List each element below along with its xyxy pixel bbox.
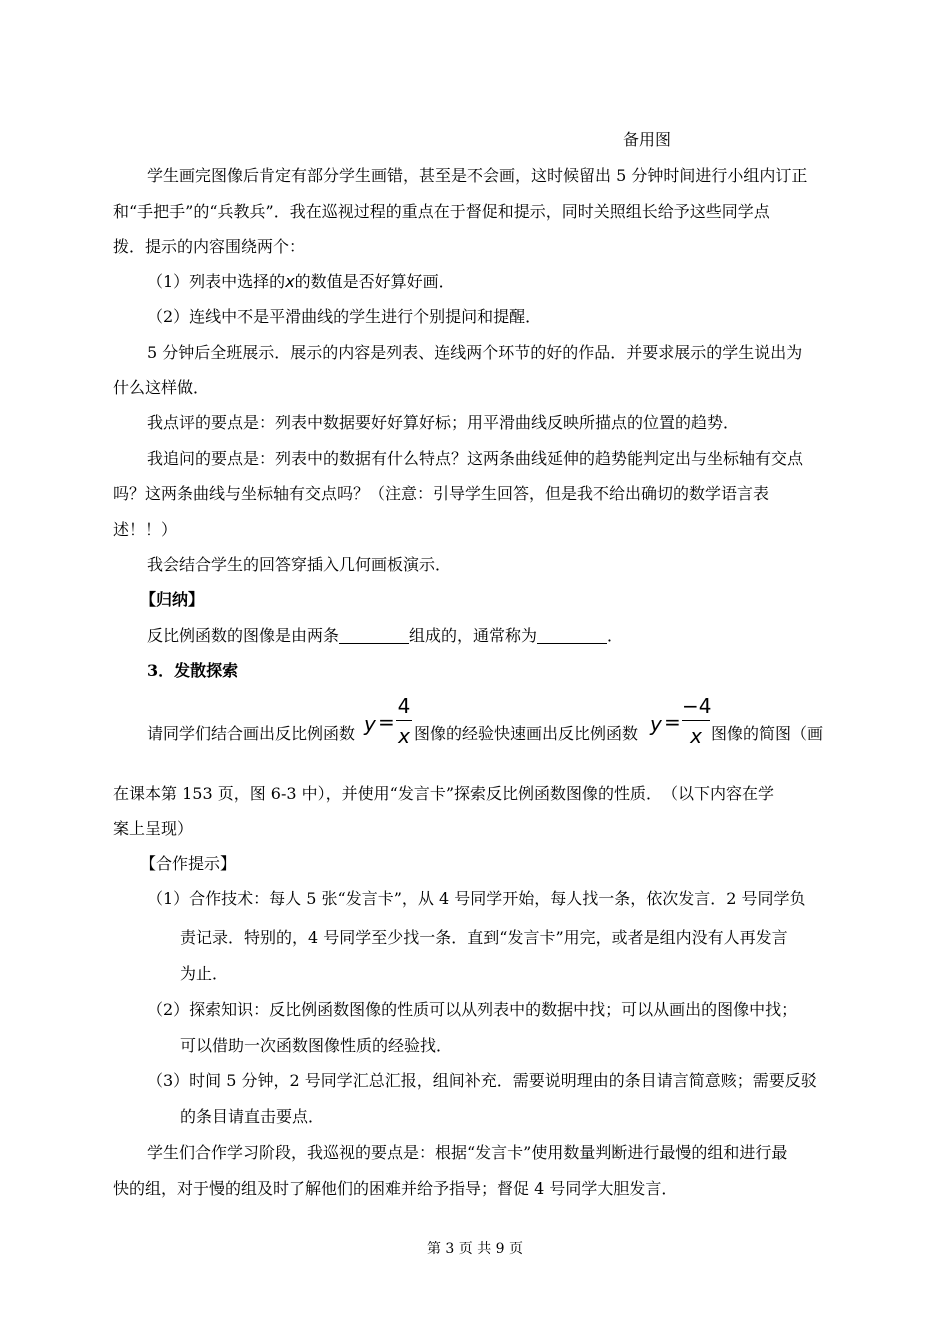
paragraph-1-line-2: 和“手把手”的“兵教兵”．我在巡视过程的重点在于督促和提示，同时关照组长给予这些同学点 bbox=[113, 202, 770, 221]
formula-2-y: y bbox=[650, 712, 662, 736]
hint-item-2: （2）连线中不是平滑曲线的学生进行个别提问和提醒． bbox=[147, 307, 542, 326]
paragraph-7-line-2: 快的组，对于慢的组及时了解他们的困难并给予指导；督促 4 号同学大胆发言． bbox=[113, 1179, 678, 1198]
section-3-heading: 3．发散探索 bbox=[147, 661, 239, 680]
formula-1-denominator: x bbox=[398, 724, 410, 748]
page-footer: 第 3 页 共 9 页 bbox=[426, 1241, 524, 1257]
coop-item-3-line-2: 的条目请直击要点． bbox=[180, 1107, 325, 1126]
summary-part-c: ． bbox=[607, 626, 624, 645]
paragraph-2-line-2: 什么这样做． bbox=[113, 378, 210, 397]
coop-item-2-line-1: （2）探索知识：反比例函数图像的性质可以从列表中的数据中找；可以从画出的图像中找； bbox=[147, 1000, 798, 1019]
paragraph-4-line-1: 我追问的要点是：列表中的数据有什么特点？这两条曲线延伸的趋势能判定出与坐标轴有交点 bbox=[147, 449, 804, 468]
formula-y-equals-minus-4-over-x bbox=[650, 694, 714, 748]
paragraph-4-line-2: 吗？这两条曲线与坐标轴有交点吗？（注意：引导学生回答，但是我不给出确切的数学语言表 bbox=[113, 484, 770, 503]
hint-item-1 bbox=[147, 271, 455, 293]
formula-2-equals: = bbox=[664, 710, 681, 734]
formula-2-numerator: −4 bbox=[682, 694, 712, 718]
paragraph-6-line-3: 案上呈现） bbox=[113, 819, 194, 838]
paragraph-7-line-1: 学生们合作学习阶段，我巡视的要点是：根据“发言卡”使用数量判断进行最慢的组和进行最 bbox=[147, 1143, 788, 1162]
coop-item-1-line-2: 责记录．特别的，4 号同学至少找一条．直到“发言卡”用完，或者是组内没有人再发言 bbox=[180, 928, 788, 947]
coop-item-3-line-1: （3）时间 5 分钟，2 号同学汇总汇报，组间补充．需要说明理由的条目请言简意赅；需要反驳 bbox=[147, 1071, 817, 1090]
variable-x: x bbox=[285, 272, 295, 291]
formula-1-fraction-bar bbox=[396, 720, 412, 721]
formula-2-denominator: x bbox=[690, 724, 702, 748]
paragraph-6-part-b: 图像的经验快速画出反比例函数 bbox=[414, 724, 639, 743]
paragraph-2-line-1: 5 分钟后全班展示．展示的内容是列表、连线两个环节的好的作品．并要求展示的学生说出为 bbox=[147, 343, 803, 362]
formula-1-numerator: 4 bbox=[397, 694, 411, 718]
formula-1-y: y bbox=[364, 712, 376, 736]
coop-item-1-line-3: 为止． bbox=[180, 964, 229, 983]
coop-item-2-line-2: 可以借助一次函数图像性质的经验找． bbox=[180, 1036, 453, 1055]
cooperation-heading: 【合作提示】 bbox=[140, 854, 237, 873]
paragraph-4-line-3: 述！！） bbox=[113, 520, 178, 539]
fill-blank-1[interactable] bbox=[339, 627, 409, 644]
paragraph-6-part-c: 图像的简图（画 bbox=[711, 724, 824, 743]
summary-part-b: 组成的，通常称为 bbox=[409, 626, 538, 645]
paragraph-6-part-a: 请同学们结合画出反比例函数 bbox=[147, 724, 356, 743]
hint-item-1-pre: （1）列表中选择的 bbox=[147, 272, 286, 291]
paragraph-1-line-1: 学生画完图像后肯定有部分学生画错，甚至是不会画，这时候留出 5 分钟时间进行小组内订正 bbox=[147, 166, 808, 185]
formula-1-equals: = bbox=[378, 710, 395, 734]
summary-heading: 【归纳】 bbox=[140, 590, 205, 609]
summary-sentence bbox=[147, 625, 623, 647]
paragraph-1-line-3: 拨．提示的内容围绕两个： bbox=[113, 237, 306, 256]
hint-item-1-post: 的数值是否好算好画． bbox=[294, 272, 455, 291]
paragraph-5: 我会结合学生的回答穿插入几何画板演示． bbox=[147, 555, 452, 574]
summary-part-a: 反比例函数的图像是由两条 bbox=[147, 626, 340, 645]
paragraph-6-line-2: 在课本第 153 页，图 6-3 中），并使用“发言卡”探索反比例函数图像的性质． （以下内容在学 bbox=[113, 784, 775, 803]
formula-2-fraction-bar bbox=[682, 720, 710, 721]
paragraph-3: 我点评的要点是：列表中数据要好好算好标；用平滑曲线反映所描点的位置的趋势． bbox=[147, 413, 740, 432]
coop-item-1-line-1: （1）合作技术：每人 5 张“发言卡”，从 4 号同学开始，每人找一条，依次发言．2 号同学负 bbox=[147, 889, 806, 908]
figure-caption: 备用图 bbox=[623, 130, 672, 149]
fill-blank-2[interactable] bbox=[537, 627, 607, 644]
